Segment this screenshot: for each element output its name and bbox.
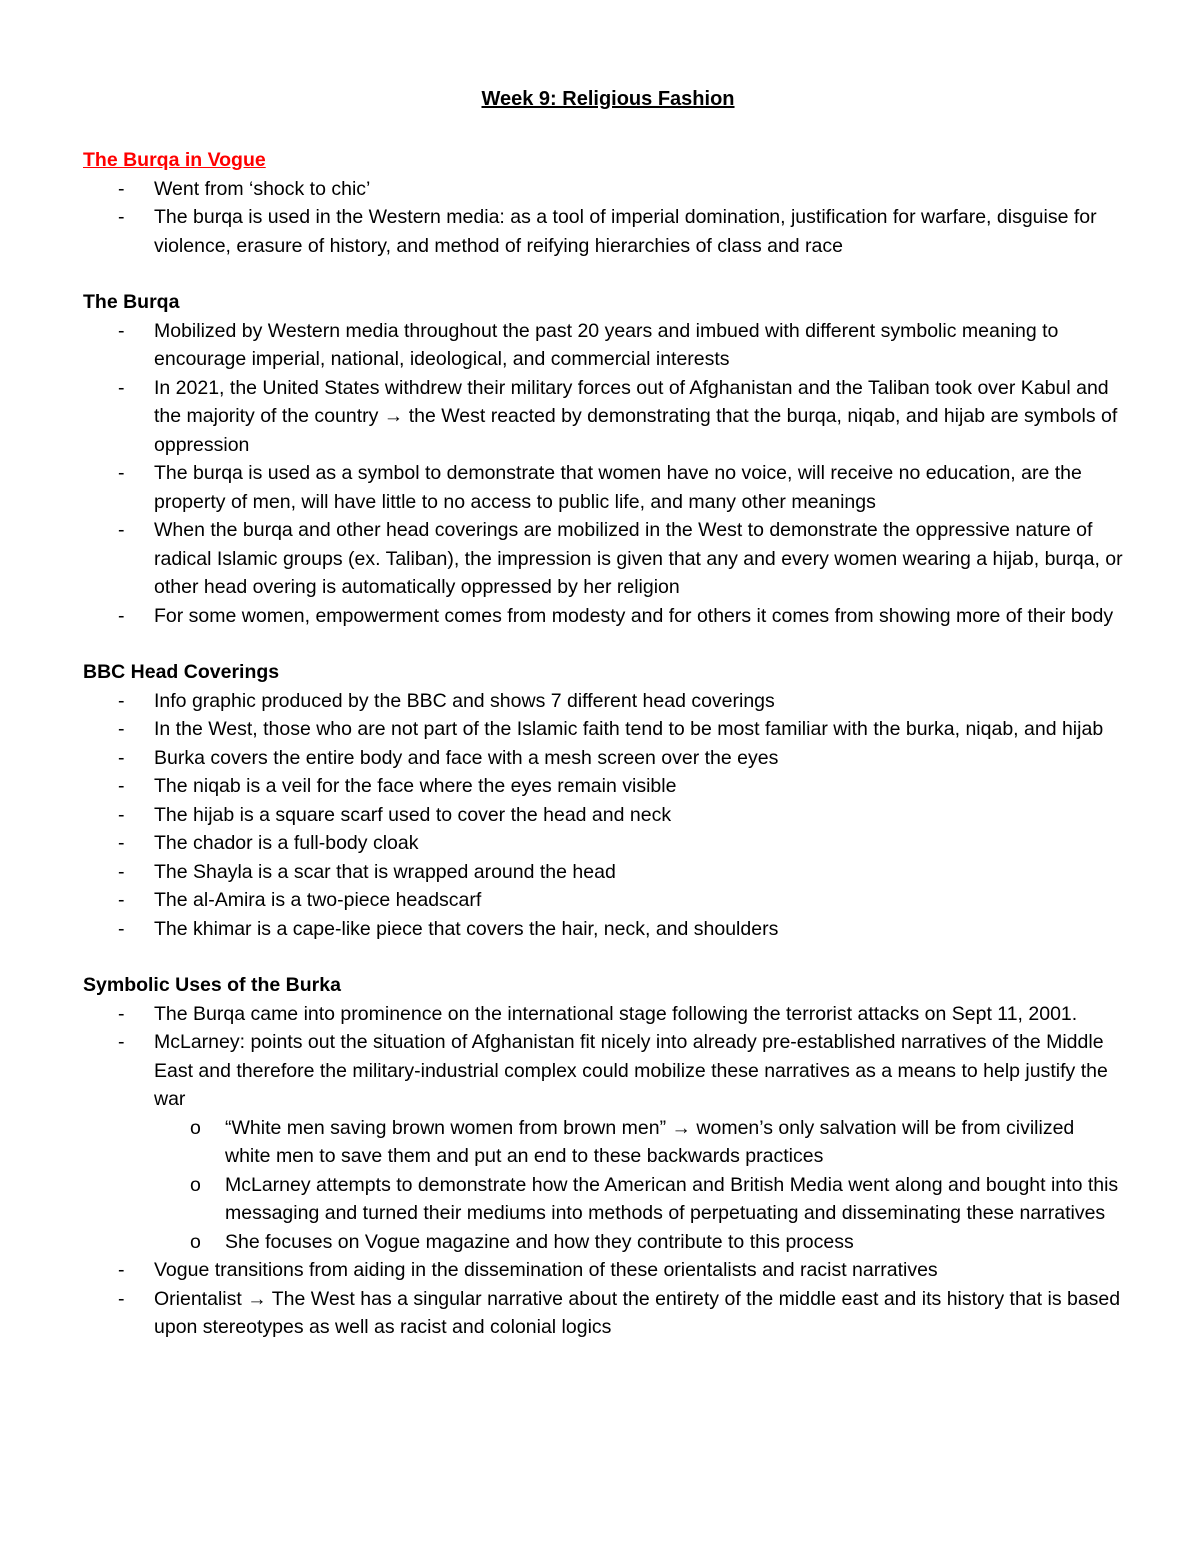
list-item — [83, 1028, 1123, 1256]
list-item: - In the West, those who are not part of the Islamic faith tend to be most familiar with the burka, niqab, and hijab — [83, 715, 1123, 744]
bullet-list — [83, 317, 1123, 631]
list-item: - Info graphic produced by the BBC and shows 7 different head coverings — [83, 687, 1123, 716]
bullet-list — [83, 1000, 1123, 1342]
section-heading: Symbolic Uses of the Burka — [83, 974, 341, 996]
list-item: - The khimar is a cape-like piece that covers the hair, neck, and shoulders — [83, 915, 1123, 944]
section-bbc-head-coverings — [83, 658, 1123, 943]
sub-list-item: o McLarney attempts to demonstrate how the American and British Media went along and bought into this messaging and turned their mediums into methods of perpetuating and disseminating these narratives — [83, 1171, 1123, 1228]
list-item: - The Shayla is a scar that is wrapped around the head — [83, 858, 1123, 887]
list-item: - The chador is a full-body cloak — [83, 829, 1123, 858]
list-item: - The burqa is used in the Western media: as a tool of imperial domination, justification for warfare, disguise for violence, erasure of history, and method of reifying hierarchies of class and race — [83, 203, 1123, 260]
list-item: - Burka covers the entire body and face with a mesh screen over the eyes — [83, 744, 1123, 773]
list-item: - The Burqa came into prominence on the international stage following the terrorist attacks on Sept 11, 2001. — [83, 1000, 1123, 1029]
list-item: - The hijab is a square scarf used to cover the head and neck — [83, 801, 1123, 830]
list-item: - The burqa is used as a symbol to demonstrate that women have no voice, will receive no education, are the property of men, will have little to no access to public life, and many other meanings — [83, 459, 1123, 516]
list-item: - When the burqa and other head coverings are mobilized in the West to demonstrate the oppressive nature of radical Islamic groups (ex. Taliban), the impression is given that any and every women wearing a hijab, burqa, or other head overing is automatically oppressed by her religion — [83, 516, 1123, 602]
list-item-text: McLarney: points out the situation of Afghanistan fit nicely into already pre-established narratives of the Middle East and therefore the military-industrial complex could mobilize these narratives as a means to help justify the war — [154, 1031, 1108, 1110]
section-the-burqa — [83, 288, 1123, 630]
list-item: - Went from ‘shock to chic’ — [83, 175, 1123, 204]
document-page — [83, 86, 1123, 1370]
list-item: - The al-Amira is a two-piece headscarf — [83, 886, 1123, 915]
page-title: Week 9: Religious Fashion — [481, 88, 735, 110]
list-item: - Mobilized by Western media throughout the past 20 years and imbued with different symbolic meaning to encourage imperial, national, ideological, and commercial interests — [83, 317, 1123, 374]
section-heading: The Burqa in Vogue — [83, 149, 266, 171]
list-item: - The niqab is a veil for the face where the eyes remain visible — [83, 772, 1123, 801]
list-item: - Vogue transitions from aiding in the dissemination of these orientalists and racist narratives — [83, 1256, 1123, 1285]
sub-list-item: o She focuses on Vogue magazine and how they contribute to this process — [83, 1228, 1123, 1257]
list-item: - For some women, empowerment comes from modesty and for others it comes from showing more of their body — [83, 602, 1123, 631]
section-heading: BBC Head Coverings — [83, 661, 280, 683]
list-item: - In 2021, the United States withdrew their military forces out of Afghanistan and the Taliban took over Kabul and the majority of the country → the West reacted by demonstrating that the burqa, niqab, and hijab are symbols of oppression — [83, 374, 1123, 460]
bullet-list — [83, 687, 1123, 944]
section-symbolic-uses — [83, 971, 1123, 1342]
bullet-list — [83, 175, 1123, 261]
sub-bullet-list — [154, 1114, 1123, 1257]
list-item: - Orientalist → The West has a singular narrative about the entirety of the middle east and its history that is based upon stereotypes as well as racist and colonial logics — [83, 1285, 1123, 1342]
section-burqa-in-vogue — [83, 146, 1123, 260]
sub-list-item: o “White men saving brown women from brown men” → women’s only salvation will be from civilized white men to save them and put an end to these backwards practices — [83, 1114, 1123, 1171]
section-heading: The Burqa — [83, 291, 180, 313]
